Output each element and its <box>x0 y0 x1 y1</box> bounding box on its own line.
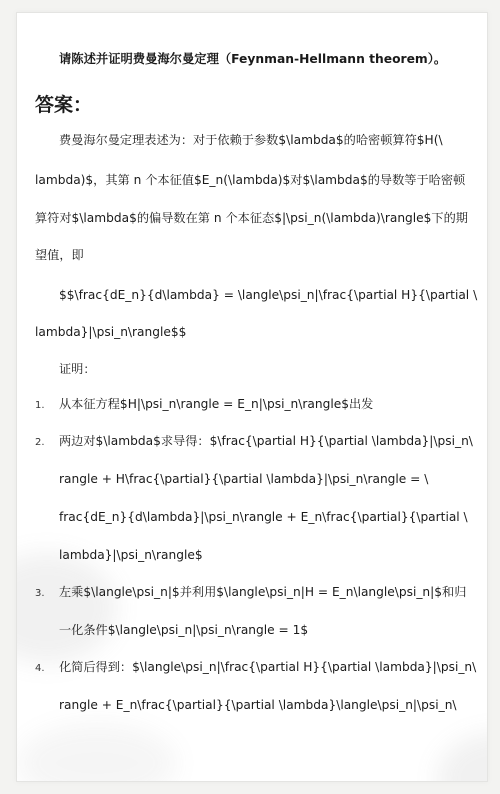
step-number: 3. <box>35 588 45 599</box>
intro-line: lambda)$，其第 n 个本征值$E_n(\lambda)$对$\lambda$的导数等于哈密顿 <box>35 173 466 187</box>
step-line: 从本征方程$H|\psi_n\rangle = E_n|\psi_n\rangle$出发 <box>59 397 374 411</box>
step-number: 2. <box>35 437 45 448</box>
intro-line: 望值，即 <box>35 248 84 262</box>
intro-line: 算符对$\lambda$的偏导数在第 n 个本征态$|\psi_n(\lambda)\rangle$下的期 <box>35 211 468 225</box>
step-line: 左乘$\langle\psi_n|$并利用$\langle\psi_n|H = E_n\langle\psi_n|$和归 <box>59 585 467 599</box>
answer-heading: 答案： <box>35 94 93 116</box>
proof-label: 证明： <box>59 362 96 376</box>
step-line: rangle + E_n\frac{\partial}{\partial \lambda}\langle\psi_n|\psi_n\ <box>59 698 457 712</box>
step-line: lambda}|\psi_n\rangle$ <box>59 548 203 562</box>
formula-line: $$\frac{dE_n}{d\lambda} = \langle\psi_n|\frac{\partial H}{\partial \ <box>59 288 478 302</box>
paper-stain <box>437 733 488 782</box>
question-text: 请陈述并证明费曼海尔曼定理（Feynman-Hellmann theorem）。 <box>59 52 447 66</box>
step-line: frac{dE_n}{d\lambda}|\psi_n\rangle + E_n\frac{\partial}{\partial \ <box>59 510 468 524</box>
step-line: rangle + H\frac{\partial}{\partial \lambda}|\psi_n\rangle = \ <box>59 472 429 486</box>
step-line: 两边对$\lambda$求导得：$\frac{\partial H}{\partial \lambda}|\psi_n\ <box>59 434 473 448</box>
step-number: 1. <box>35 400 45 411</box>
paper-stain <box>16 553 117 663</box>
step-line: 化简后得到：$\langle\psi_n|\frac{\partial H}{\partial \lambda}|\psi_n\ <box>59 660 477 674</box>
intro-line: 费曼海尔曼定理表述为：对于依赖于参数$\lambda$的哈密顿算符$H(\ <box>59 133 443 147</box>
step-number: 4. <box>35 663 45 674</box>
paper-stain <box>17 723 177 782</box>
step-line: 一化条件$\langle\psi_n|\psi_n\rangle = 1$ <box>59 623 309 637</box>
formula-line: lambda}|\psi_n\rangle$$ <box>35 325 187 339</box>
